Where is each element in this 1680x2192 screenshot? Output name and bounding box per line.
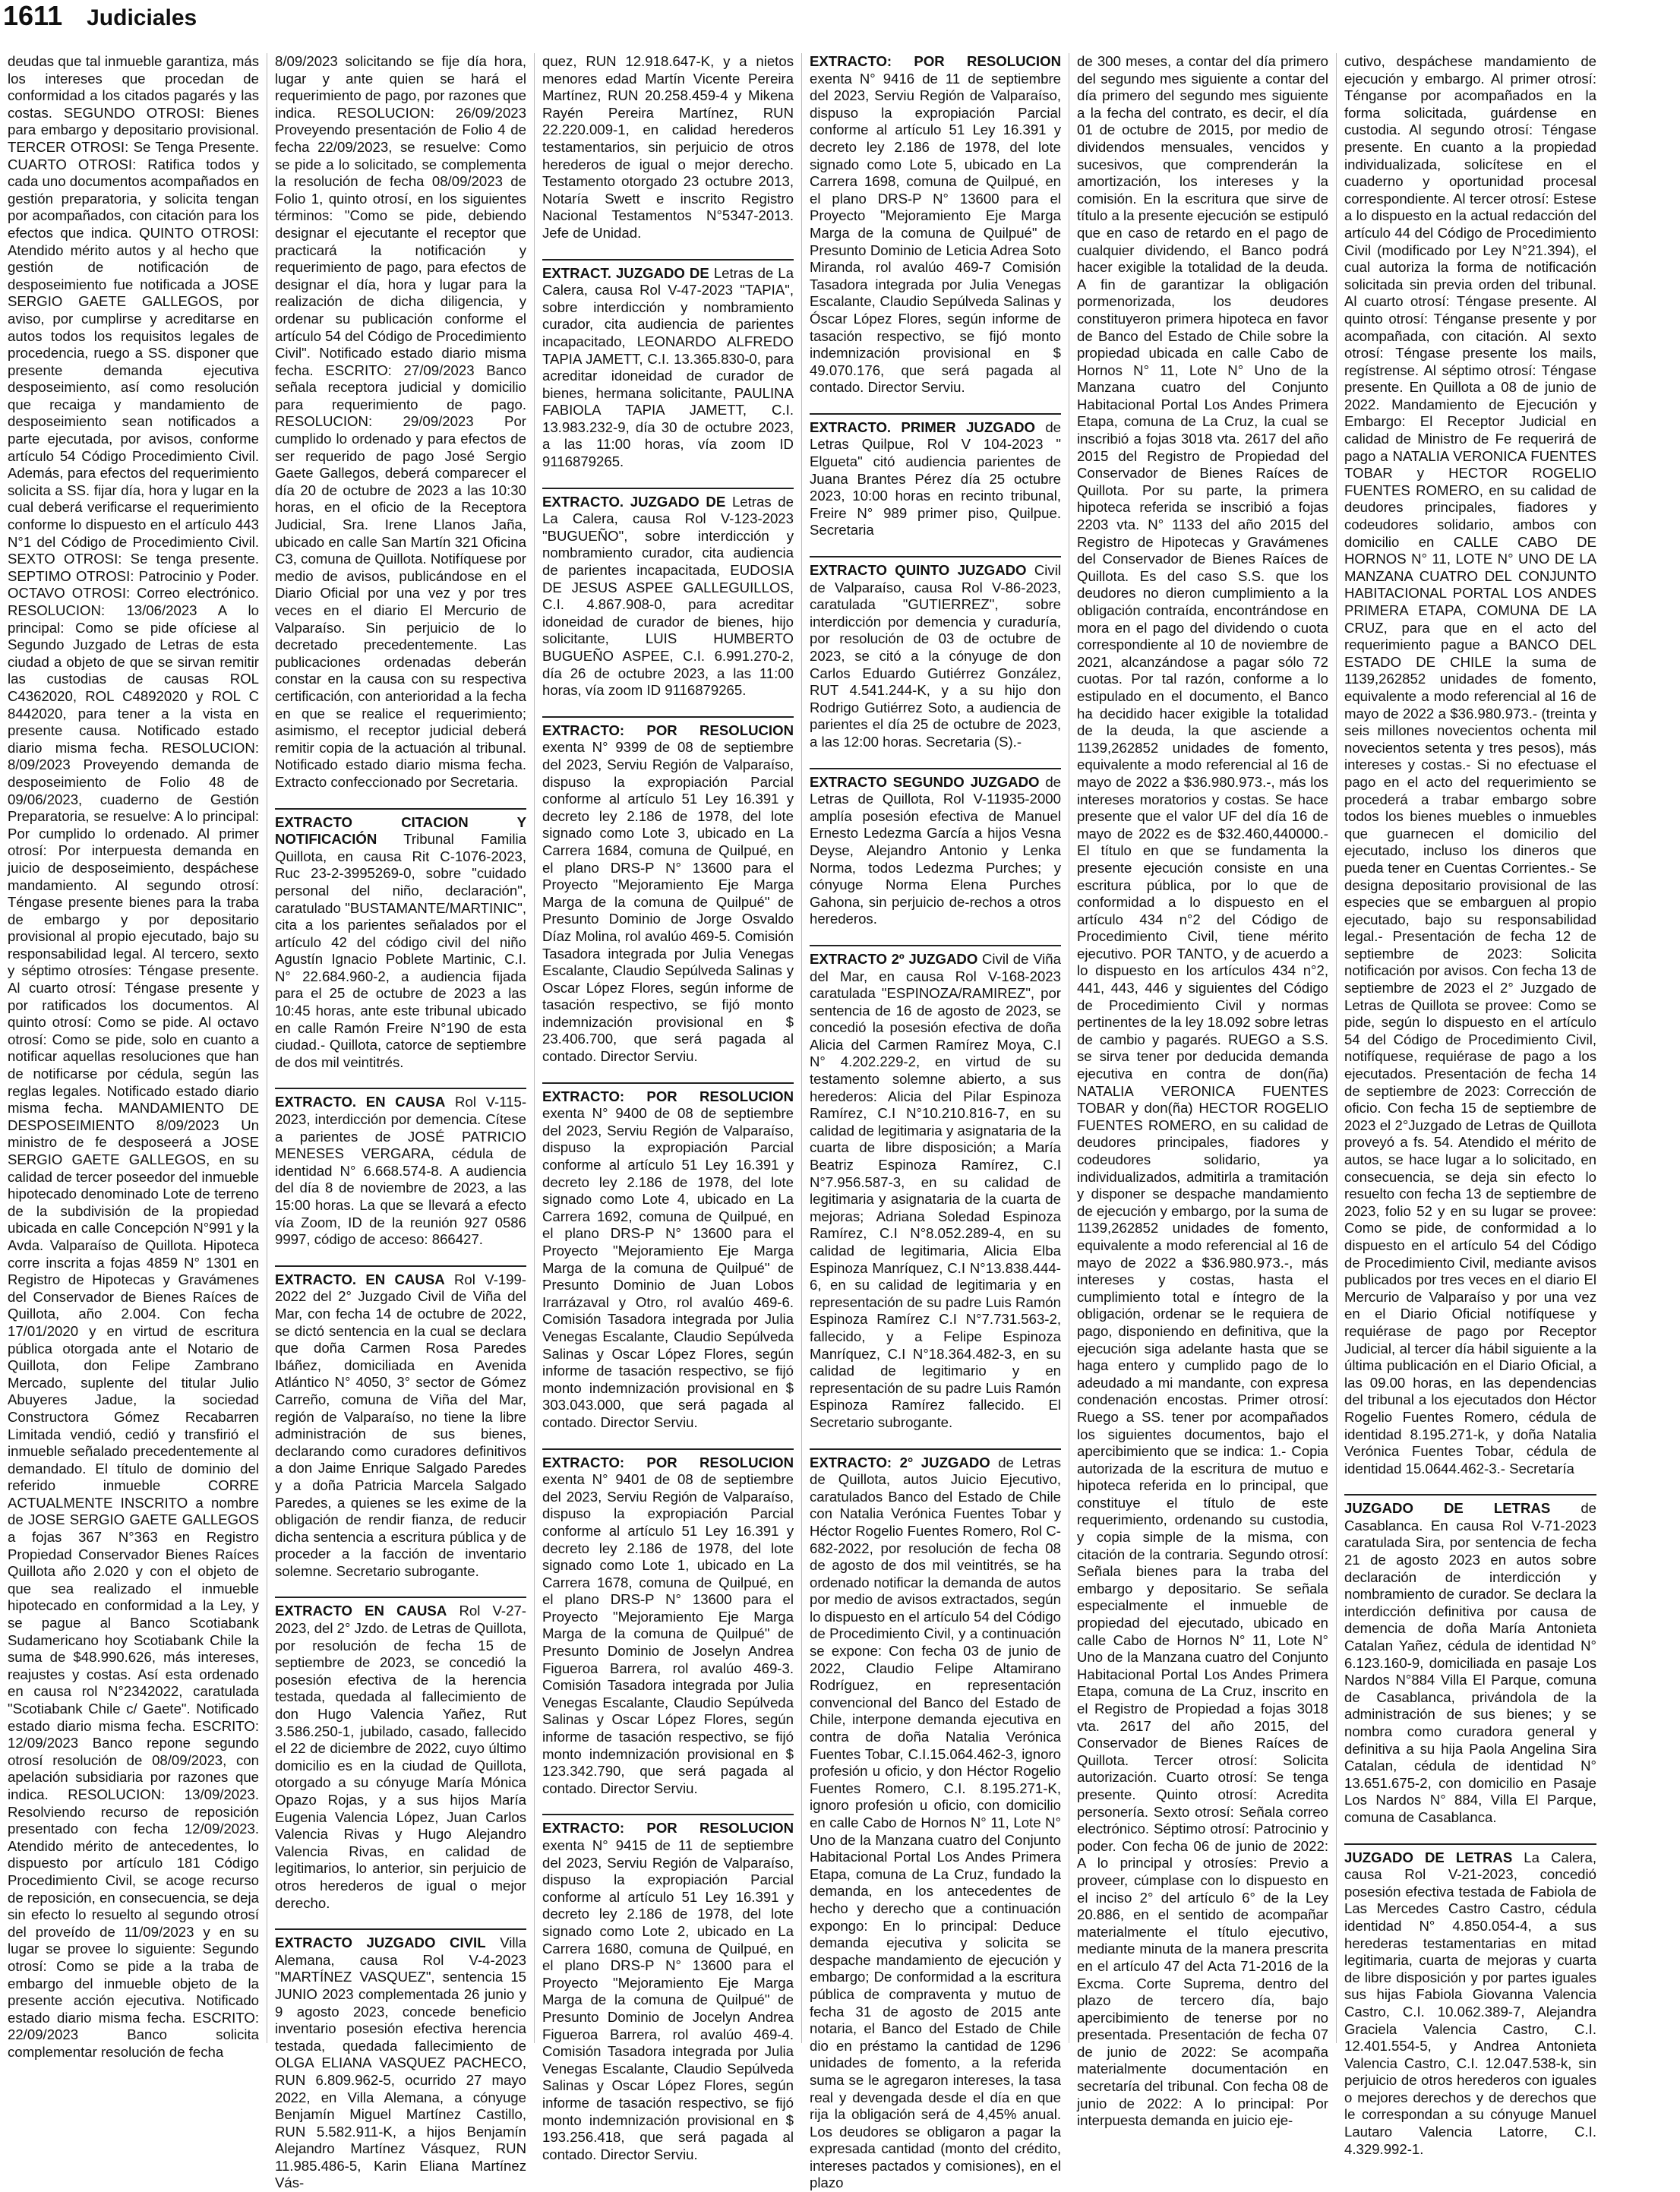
- legal-notice: [542, 1448, 794, 1798]
- column-3: [535, 53, 802, 2162]
- notice-body: La Calera, causa Rol V-21-2023, concedió posesión efectiva testada de Fabiola de Las Mercedes Castro Castro, cédula identidad N° 4.850.054-4, a sus herederas testamentarias en mitad legitimaria, cuarta de mejoras y cuarta de libre disposición y por partes iguales sus hijas Fabiola Giovanna Valencia Castro, C.I. 10.062.389-7, Alejandra Graciela Valencia Castro, C.I. 12.401.554-5, y Andrea Antonieta Valencia Castro, C.I. 12.047.538-k, sin perjuicio de otros herederos con iguales o mejores derechos y de derechos que le correspondan a su cónyuge Manuel Lautaro Valencia Latorre, C.I. 4.329.992-1.: [1344, 1849, 1596, 2157]
- notice-heading: EXTRACTO. EN CAUSA: [275, 1094, 446, 1110]
- notice-text: [1344, 1849, 1596, 2159]
- legal-notice: [275, 808, 526, 1072]
- notice-heading: EXTRACTO. JUZGADO DE: [542, 493, 726, 510]
- notice-text: [542, 1820, 794, 2163]
- notice-body: de Letras de Quillota, autos Juicio Ejecutivo, caratulados Banco del Estado de Chile con Natalia Verónica Fuentes Tobar y Héctor Rogelio Fuentes Romero, Rol C-682-2022, por resolución de fecha 08 de agosto de dos mil veintitrés, se ha ordenado notificar la demanda de autos por medio de avisos extractados, según lo dispuesto en el artículo 54 del Código de Procedimiento Civil, y a continuación se expone: Con fecha 03 de junio de 2022, Claudio Felipe Altamirano Rodríguez, en representación convencional del Banco del Estado de Chile, interpone demanda ejecutiva en contra de doña Natalia Verónica Fuentes Tobar, C.I.15.064.462-3, ignoro profesión u oficio, y don Héctor Rogelio Fuentes Romero, C.I. 8.195.271-K, ignoro profesión u oficio, con domicilio en calle Cabo de Hornos N° 11, Lote N° Uno de la Manzana cuatro del Conjunto Habitacional Portal Los Andes Primera Etapa, comuna de La Cruz, fundado la demanda, en los antecedentes de hecho y derecho que a continuación expongo: En lo principal: Deduce demanda ejecutiva y solicita se despache mandamiento de ejecución y embargo; De conformidad a la escritura pública de compraventa y mutuo de fecha 31 de agosto de 2015 ante notaria, el Banco del Estado de Chile dio en préstamo la cantidad de 1296 unidades de fomento, a la referida suma se le agregaron intereses, la tasa real y devengada desde el día en que rija la obligación será de 4,45% anual. Los deudores se obligaron a pagar la expresada cantidad (monto del crédito, intereses pactados y comisiones), en el plazo: [810, 1454, 1062, 2191]
- legal-notice: [275, 1265, 526, 1581]
- legal-notice: [542, 488, 794, 700]
- notice-text: [810, 1454, 1061, 2192]
- notice-body: exenta N° 9401 de 08 de septiembre del 2023, Serviu Región de Valparaíso, dispuso la expropiación Parcial conforme al artículo 51 Ley 16.391 y decreto ley 2.186 de 1978, del lote signado como Lote 1, ubicado en La Carrera 1678, comuna de Quilpué, en el plano DRS-P N° 13600 para el Proyecto "Mejoramiento Eje Marga Marga de la comuna de Quilpué" de Presunto Dominio de Joselyn Andrea Figueroa Barrera, rol avalúo 469-3. Comisión Tasadora integrada por Julia Venegas Escalante, Claudio Sepúlveda Salinas y Oscar López Flores, según informe de tasación respectivo, se fijó monto indemnización provisional en $ 123.342.790, que será pagada al contado. Director Serviu.: [542, 1471, 794, 1796]
- notice-text: [810, 53, 1061, 396]
- notice-text: [810, 774, 1061, 928]
- notice-body: exenta N° 9415 de 11 de septiembre del 2023, Serviu Región de Valparaíso, dispuso la expropiación Parcial conforme al artículo 51 Ley 16.391 y decreto ley 2.186 de 1978, del lote signado como Lote 2, ubicado en La Carrera 1680, comuna de Quilpué, en el plano DRS-P N° 13600 para el Proyecto "Mejoramiento Eje Marga Marga de la comuna de Quilpué" de Presunto Dominio de Jocelyn Andrea Figueroa Barrera, rol avalúo 469-4. Comisión Tasadora integrada por Julia Venegas Escalante, Claudio Sepúlveda Salinas y Oscar López Flores, según informe de tasación respectivo, se fijó monto indemnización provisional en $ 193.256.418, que será pagada al contado. Director Serviu.: [542, 1837, 794, 2162]
- notice-heading: EXTRACTO SEGUNDO JUZGADO: [810, 773, 1040, 790]
- legal-notice: [810, 556, 1061, 751]
- notice-text: [810, 951, 1061, 1432]
- notice-text: [1077, 53, 1328, 2130]
- notice-heading: EXTRACTO 2º JUZGADO: [810, 950, 978, 967]
- notice-text: [542, 265, 794, 471]
- column-2: [267, 53, 535, 2191]
- notice-text: [542, 53, 794, 242]
- notice-body: 8/09/2023 solicitando se fije día hora, lugar y ante quien se hará el requerimiento de pago, por razones que indica. RESOLUCION: 26/09/2023 Proveyendo presentación de Folio 4 de fecha 22/09/2023, se resuelve: Como se pide a lo solicitado, se complementa la resolución de fecha 08/09/2023 de Folio 1, quinto otrosí, en los siguientes términos: "Como se pide, debiendo designar el ejecutante el receptor que practicará la notificación y requerimiento de pago, para efectos de designar el día, hora y lugar para la realización de dicha diligencia, y ordenar su publicación conforme el artículo 54 del Código de Procedimiento Civil". Notificado estado diario misma fecha. ESCRITO: 27/09/2023 Banco señala receptora judicial y domicilio para requerimiento de pago. RESOLUCION: 29/09/2023 Por cumplido lo ordenado y para efectos de ser requerido de pago José Sergio Gaete Gallegos, deberá comparecer el día 20 de octubre de 2023 a las 10:30 horas, en el oficio de la Receptora Judicial, Sra. Irene Llanos Jaña, ubicado en calle San Martín 321 Oficina C3, comuna de Quillota. Notifíquese por medio de avisos, publicándose en el Diario Oficial por una vez y por tres veces en el diario El Mercurio de Valparaíso. Sin perjuicio de lo decretado precedentemente. Las publicaciones ordenadas deberán constar en la causa con su respectiva certificación, con anterioridad a la fecha en que se realice el requerimiento; asimismo, el receptor judicial deberá remitir copia de la actuación al tribunal. Notificado estado diario misma fecha. Extracto confeccionado por Secretaria.: [275, 53, 526, 790]
- notice-text: [275, 1935, 526, 2192]
- notice-text: [542, 1454, 794, 1798]
- notice-body: de 300 meses, a contar del día primero del segundo mes siguiente a contar del día primero del segundo mes siguiente a la fecha del contrato, es decir, el día 01 de octubre de 2015, por medio de dividendos mensuales, vencidos y sucesivos, que comprenderán la amortización, los intereses y la comisión. En la escritura que sirve de título a la presente ejecución se estipuló que en caso de retardo en el pago de cualquier dividendo, el Banco podrá hacer exigible la totalidad de la deuda. A fin de garantizar la obligación pormenorizada, los deudores constituyeron primera hipoteca en favor de Banco del Estado de Chile sobre la propiedad ubicada en calle Cabo de Hornos N° 11, Lote N° Uno de la Manzana cuatro del Conjunto Habitacional Portal Los Andes Primera Etapa, comuna de La Cruz, la cual se inscribió a fojas 3018 vta. 2617 del año 2015 del Registro de Propiedad del Conservador de Bienes Raíces de Quillota. Por su parte, la primera hipoteca referida se inscribió a fojas 2203 vta. N° 1133 del año 2015 del Registro de Hipotecas y Gravámenes del Conservador de Bienes Raíces de Quillota. Es del caso S.S. que los deudores no dieron cumplimiento a la obligación contraída, encontrándose en mora en el pago del dividendo o cuota correspondiente al 10 de noviembre de 2021, alcanzándose a pagar sólo 72 cuotas. Por tal razón, conforme a lo estipulado en el documento, el Banco ha decidido hacer exigible la totalidad de la deuda, la que asciende a 1139,262852 unidades de fomento, equivalente a modo referencial al 16 de mayo de 2022 a $36.980.973.-, más los intereses moratorios y costas. Se hace presente que el valor UF del día 16 de mayo de 2022 es de $32.460,440000.- El título en que se fundamenta la presente ejecución consiste en una escritura pública, por lo que de conformidad a lo dispuesto en el artículo 434 n°2 del Código de Procedimiento Civil, tiene mérito ejecutivo. POR TANTO, y de acuerdo a lo dispuesto en los artículos 434 n°2, 441, 443, 446 y siguientes del Código de Procedimiento Civil y normas pertinentes de la ley 18.092 sobre letras de cambio y pagarés. RUEGO a S.S. se sirva tener por deducida demanda ejecutiva en contra de don(ña) NATALIA VERONICA FUENTES TOBAR y don(ña) HECTOR ROGELIO FUENTES ROMERO, en su calidad de deudores principales, fiadores y codeudores solidario, ya individualizados, admitirla a tramitación y disponer se despache mandamiento de ejecución y embargo, por la suma de 1139,262852 unidades de fomento, equivalente a modo referencial al 16 de mayo de 2022 a $36.980.973.-, más intereses y costas, hasta el cumplimiento total e íntegro de la obligación, ordenar se le requiera de pago, disponiendo en definitiva, que la ejecución siga adelante hasta que se haga entero y cumplido pago de lo adeudado a mi mandante, con expresa condenación encostas. Primer otrosí: Ruego a SS. tener por acompañados los siguientes documentos, bajo el apercibimiento que se indica: 1.- Copia autorizada de la escritura de mutuo e hipoteca referida en lo principal, que constituye el título de este requerimiento, ordenando su custodia, y copia simple de la misma, con citación de la contraria. Segundo otrosí: Señala bienes para la traba del embargo y depositario. Se señala especialmente el inmueble de propiedad del ejecutado, ubicado en calle Cabo de Hornos N° 11, Lote N° Uno de la Manzana cuatro del Conjunto Habitacional Portal Los Andes Primera Etapa, comuna de La Cruz, inscrito en el Registro de Propiedad a fojas 3018 vta. 2617 del año 2015, del Conservador de Bienes Raíces de Quillota. Tercer otrosí: Solicita autorización. Cuarto otrosí: Se tenga presente. Quinto otrosí: Acredita personería. Sexto otrosí: Señala correo electrónico. Séptimo otrosí: Patrocinio y poder. Con fecha 06 de junio de 2022: A lo principal y otrosíes: Previo a proveer, cúmplase con lo dispuesto en el inciso 2° del artículo 6° de la Ley 20.886, en el sentido de acompañar materialmente el título ejecutivo, mediante minuta de la manera prescrita en el artículo 47 del Acta 71-2016 de la Excma. Corte Suprema, dentro del plazo de tercero día, bajo apercibimiento de tenerse por no presentada. Presentación de fecha 07 de junio de 2022: Se acompaña materialmente documentación en secretaría del tribunal. Con fecha 08 de junio de 2022: A lo principal: Por interpuesta demanda en juicio eje-: [1077, 53, 1328, 2129]
- notice-heading: EXTRACTO CITACION Y NOTIFICACIÓN: [275, 813, 526, 848]
- notice-text: [1344, 53, 1596, 1477]
- notice-body: cutivo, despáchese mandamiento de ejecución y embargo. Al primer otrosí: Ténganse por acompañados en la forma solicitada, guárdense en custodia. Al segundo otrosí: Téngase presente. En cuanto a la propiedad individualizada, solicítese en el cuaderno y oportunidad procesal correspondiente. Al tercer otrosí: Estese a lo dispuesto en la actual redacción del artículo 44 del Código de Procedimiento Civil (modificado por Ley N°21.394), el cual autoriza la forma de notificación solicitada sin previa orden del tribunal. Al cuarto otrosí: Téngase presente. Al quinto otrosí: Ténganse presente y por acompañada, con citación. Al sexto otrosí: Téngase presente los mails, regístrense. Al séptimo otrosí: Téngase presente. En Quillota a 08 de junio de 2022. Mandamiento de Ejecución y Embargo: El Receptor Judicial en calidad de Ministro de Fe requerirá de pago a NATALIA VERONICA FUENTES TOBAR y HECTOR ROGELIO FUENTES ROMERO, en su calidad de deudores principales, fiadores y codeudores solidario, ambos con domicilio en CALLE CABO DE HORNOS N° 11, LOTE N° UNO DE LA MANZANA CUATRO DEL CONJUNTO HABITACIONAL PORTAL LOS ANDES PRIMERA ETAPA, COMUNA DE LA CRUZ, para que en el acto del requerimiento pague a BANCO DEL ESTADO DE CHILE la suma de 1139,262852 unidades de fomento, equivalente a modo referencial al 16 de mayo de 2022 a $36.980.973.- (treinta y seis millones novecientos ochenta mil novecientos setenta y tres pesos), más intereses y costas.- Si no efectuase el pago en el acto del requerimiento se procederá a trabar embargo sobre todos los bienes muebles o inmuebles que guarnecen el domicilio del ejecutado, incluso los dineros que pueda tener en Cuentas Corrientes.- Se designa depositario provisional de las especies que se embarguen al propio ejecutado, bajo su responsabilidad legal.- Presentación de fecha 12 de septiembre de 2023: Solicita notificación por avisos. Con fecha 13 de septiembre de 2023 el 2° Juzgado de Letras de Quillota se provee: Como se pide, según lo dispuesto en el artículo 54 del Código de Procedimiento Civil, notifíquese, requiérase de pago a los ejecutados. Presentación de fecha 14 de septiembre de 2023: Corrección de oficio. Con fecha 15 de septiembre de 2023 el 2°Juzgado de Letras de Quillota proveyó a fs. 54. Atendido el mérito de autos, se hace lugar a lo solicitado, en consecuencia, se deja sin efecto lo resuelto con fecha 13 de septiembre de 2023, folio 52 y en su lugar se provee: Como se pide, de conformidad a lo dispuesto en el artículo 54 del Código de Procedimiento Civil, mediante avisos publicados por tres veces en el diario El Mercurio de Valparaíso y por una vez en el Diario Oficial notifíquese y requiérase de pago por Receptor Judicial, al tercer día hábil siguiente a la última publicación en el Diario Oficial, a las 09.00 horas, en las dependencias del tribunal a los ejecutados don Héctor Rogelio Fuentes Romero, cédula de identidad 8.195.271-k, y doña Natalia Verónica Fuentes Tobar, cédula de identidad 15.0644.462-3.- Secretaría: [1344, 53, 1596, 1477]
- notice-body: exenta N° 9400 de 08 de septiembre del 2023, Serviu Región de Valparaíso, dispuso la expropiación Parcial conforme al artículo 51 Ley 16.391 y decreto ley 2.186 de 1978, del lote signado como Lote 4, ubicado en La Carrera 1692, comuna de Quilpué, en el plano DRS-P N° 13600 para el Proyecto "Mejoramiento Eje Marga Marga de la comuna de Quilpué" de Presunto Dominio de Juan Lobos Irarrázaval y Otro, rol avalúo 469-6. Comisión Tasadora integrada por Julia Venegas Escalante, Claudio Sepúlveda Salinas y Oscar López Flores, según informe de tasación respectivo, se fijó monto indemnización provisional en $ 303.043.000, que será pagada al contado. Director Serviu.: [542, 1105, 794, 1430]
- notice-heading: EXTRACTO EN CAUSA: [275, 1603, 447, 1619]
- legal-notice: [1344, 1843, 1596, 2159]
- notice-body: Rol V-115-2023, interdicción por demencia. Cítese a parientes de JOSÉ PATRICIO MENESES VERGARA, cédula de identidad N° 6.668.574-8. A audiencia del día 8 de noviembre de 2023, a las 15:00 horas. La que se llevará a efecto vía Zoom, ID de la reunión 927 0586 9997, código de acceso: 866427.: [275, 1094, 527, 1248]
- notice-heading: EXTRACTO. PRIMER JUZGADO: [810, 419, 1035, 435]
- notice-body: exenta N° 9416 de 11 de septiembre del 2023, Serviu Región de Valparaíso, dispuso la expropiación Parcial conforme al artículo 51 Ley 16.391 y decreto ley 2.186 de 1978, del lote signado como Lote 5, ubicado en La Carrera 1698, comuna de Quilpué, en el plano DRS-P N° 13600 para el Proyecto "Mejoramiento Eje Marga Marga de la comuna de Quilpué" de Presunto Dominio de Leticia Adrea Soto Miranda, rol avalúo 469-7 Comisión Tasadora integrada por Julia Venegas Escalante, Claudio Sepúlveda Salinas y Óscar López Flores, según informe de tasación respectivo, se fijó monto indemnización provisional en $ 49.070.176, que será pagada al contado. Director Serviu.: [810, 70, 1061, 396]
- text-columns: [0, 53, 1680, 2191]
- legal-notice: [275, 53, 526, 791]
- notice-text: [542, 494, 794, 700]
- legal-notice: [810, 945, 1061, 1432]
- notice-text: [1344, 1500, 1596, 1826]
- notice-heading: EXTRACTO: POR RESOLUCION: [542, 722, 794, 738]
- notice-heading: EXTRACTO. EN CAUSA: [275, 1271, 445, 1287]
- legal-notice: [810, 413, 1061, 539]
- notice-heading: EXTRACTO JUZGADO CIVIL: [275, 1935, 486, 1951]
- notice-body: de Letras de Quillota, Rol V-11935-2000 amplía posesión efectiva de Manuel Ernesto Ledezma García a hijos Vesna Deyse, Alejandro Antonio y Lenka Norma, todos Ledezma Purches; y cónyuge Norma Elena Purches Gahona, sin perjuicio de-rechos a otros herederos.: [810, 773, 1061, 927]
- notice-body: de Casablanca. En causa Rol V-71-2023 caratulada Sira, por sentencia de fecha 21 de agosto 2023 en autos sobre declaración de interdicción y nombramiento de curador. Se declara la interdicción definitiva por causa de demencia de doña María Antonieta Catalan Yañez, cédula de identidad N° 6.123.160-9, domiciliada en pasaje Los Nardos N°884 Villa El Parque, comuna de Casablanca, privándola de la administración de sus bienes; y se nombra como curadora general y definitiva a su hija Paola Angelina Sira Catalan, cédula de identidad N° 13.651.675-2, con domicilio en Pasaje Los Nardos N° 884, Villa El Parque, comuna de Casablanca.: [1344, 1500, 1596, 1825]
- notice-text: [275, 1271, 526, 1581]
- legal-notice: [542, 1814, 794, 2163]
- notice-text: [275, 1094, 526, 1248]
- legal-notice: [1077, 53, 1328, 2130]
- notice-body: Rol V-199- 2022 del 2° Juzgado Civil de Viña del Mar, con fecha 14 de octubre de 2022, se dictó sentencia en la cual se declara que doña Carmen Rosa Paredes Ibáñez, domiciliada en Avenida Atlántico N° 4050, 3° sector de Gómez Carreño, comuna de Viña del Mar, región de Valparaíso, no tiene la libre administración de sus bienes, declarando como curadores definitivos a don Jaime Enrique Salgado Paredes y a doña Patricia Marcela Salgado Paredes, a quienes se les exime de la obligación de rendir fianza, de reducir dicha sentencia a escritura pública y de proceder a la facción de inventario solemne. Secretario subrogante.: [275, 1271, 526, 1579]
- legal-notice: [1344, 1494, 1596, 1826]
- notice-heading: EXTRACTO: POR RESOLUCION: [542, 1454, 794, 1470]
- notice-body: Rol V-27-2023, del 2° Jzdo. de Letras de Quillota, por resolución de fecha 15 de septiembre de 2023, se concedió la posesión efectiva de la herencia testada, quedada al fallecimiento de don Hugo Valencia Yañez, Rut 3.586.250-1, jubilado, casado, fallecido el 22 de diciembre de 2022, cuyo último domicilio es en la ciudad de Quillota, otorgado a su cónyuge María Mónica Opazo Rojas, y a sus hijos María Eugenia Valencia López, Juan Carlos Valencia Rivas y Hugo Alejandro Valencia Rivas, en calidad de legitimarios, lo anterior, sin perjuicio de otros herederos de igual o mejor derecho.: [275, 1603, 526, 1911]
- notice-body: quez, RUN 12.918.647-K, y a nietos menores edad Martín Vicente Pereira Martínez, RUN 20.258.459-4 y Mikena Rayén Pereira Martínez, RUN 22.220.009-1, en calidad herederos testamentarios, sin perjuicio de otros herederos de igual o mejor derecho. Testamento otorgado 23 octubre 2013, Notaría Swett e inscrito Registro Nacional Testamentos N°5347-2013. Jefe de Unidad.: [542, 53, 794, 241]
- notice-body: Civil de Valparaíso, causa Rol V-86-2023, caratulada "GUTIERREZ", sobre interdicción por demencia y curaduría, por resolución de 03 de octubre de 2023, se citó a la cónyuge de don Carlos Eduardo Gutiérrez González, RUT 4.541.244-K, y a su hijo don Rodrigo Gutiérrez Soto, a audiencia de parientes el día 25 de octubre de 2023, a las 12:00 horas. Secretaria (S).-: [810, 562, 1061, 750]
- notice-body: Letras de La Calera, causa Rol V-47-2023 "TAPIA", sobre interdicción y nombramiento curador, cita audiencia de parientes incapacitado, LEONARDO ALFREDO TAPIA JAMETT, C.I. 13.365.830-0, para acreditar idoneidad de curador de bienes, hermana solicitante, PAULINA FABIOLA TAPIA JAMETT, C.I. 13.983.232-9, día 30 de octubre 2023, a las 11:00 horas, vía zoom ID 9116879265.: [542, 264, 794, 470]
- section-title: Judiciales: [87, 5, 197, 30]
- notice-text: [810, 419, 1061, 539]
- notice-body: Tribunal Familia Quillota, en causa Rit C-1076-2023, Ruc 23-2-3995269-0, sobre "cuidado personal del niño, declaración", caratulado "BUSTAMANTE/MARTINIC", cita a los parientes señalados por el artículo 42 del código civil del niño Agustín Ignacio Poblete Martinic, C.I. N° 22.684.960-2, a audiencia fijada para el 25 de octubre de 2023 a las 10:45 horas, ante este tribunal ubicado en calle Ramón Freire N°190 de esta ciudad.- Quillota, catorce de septiembre de dos mil veintitrés.: [275, 831, 526, 1070]
- notice-heading: EXTRACT. JUZGADO DE: [542, 264, 709, 281]
- notice-text: [275, 814, 526, 1072]
- column-1: [0, 53, 267, 2060]
- notice-heading: EXTRACTO: POR RESOLUCION: [542, 1820, 794, 1837]
- notice-body: Letras de La Calera, causa Rol V-123-2023 "BUGUEÑO", sobre interdicción y nombramiento curador, cita audiencia de parientes incapacitada, EUDOSIA DE JESUS ASPEE GALLEGUILLOS, C.I. 4.867.908-0, para acreditar idoneidad de curador de bienes, hijo solicitante, LUIS HUMBERTO BUGUEÑO ASPEE, C.I. 6.991.270-2, día 26 de octubre 2023, a las 11:00 horas, vía zoom ID 9116879265.: [542, 493, 794, 699]
- notice-text: [542, 722, 794, 1066]
- legal-notice: [275, 1597, 526, 1912]
- notice-text: [275, 53, 526, 791]
- notice-text: [275, 1603, 526, 1912]
- legal-notice: [542, 53, 794, 242]
- notice-heading: EXTRACTO: 2° JUZGADO: [810, 1454, 990, 1470]
- legal-notice: [542, 1082, 794, 1432]
- legal-notice: [542, 259, 794, 471]
- notice-body: Civil de Viña del Mar, en causa Rol V-168-2023 caratulada "ESPINOZA/RAMIREZ", por sentencia de 16 de agosto de 2023, se concedió la posesión efectiva de doña Alicia del Carmen Ramírez Moya, C.I N° 4.202.229-2, en virtud de su testamento solemne abierto, a sus herederos: Alicia del Pilar Espinoza Ramírez, C.I N°10.210.816-7, en su calidad de legitimaria y asignataria de la cuarta de libre disposición; a María Beatriz Espinoza Ramírez, C.I N°7.956.587-3, en su calidad de legitimaria y asignataria de la cuarta de mejoras; Adriana Soledad Espinoza Ramírez, C.I N°8.052.289-4, en su calidad de legitimaria, Alicia Elba Espinoza Manríquez, C.I N°13.838.444-6, en su calidad de legitimaria y en representación de su padre Luis Ramón Espinoza Ramírez C.I N°7.731.563-2, fallecido, y a Felipe Espinoza Manríquez, C.I N°18.364.482-3, en su calidad de legitimario y en representación de su padre Luis Ramón Espinoza Ramírez fallecido. El Secretario subrogante.: [810, 950, 1061, 1430]
- notice-heading: JUZGADO DE LETRAS: [1344, 1849, 1513, 1865]
- legal-notice: [810, 53, 1061, 396]
- notice-heading: EXTRACTO QUINTO JUZGADO: [810, 562, 1027, 579]
- notice-body: deudas que tal inmueble garantiza, más los intereses que procedan de conformidad a los citados pagarés y las costas. SEGUNDO OTROSI: Bienes para embargo y depositario provisional. TERCER OTROSI: Se Tenga Presente. CUARTO OTROSI: Ratifica todos y cada uno documentos acompañados en gestión preparatoria, y solicita tengan por acompañados, con citación para los efectos que indica. QUINTO OTROSI: Atendido mérito autos y al hecho que gestión de notificación de desposeimiento fue notificada a JOSE SERGIO GAETE GALLEGOS, por aviso, por cumplirse y acreditarse en autos todos los requisitos legales de procedencia, ruego a SS. disponer que presente demanda ejecutiva desposeimiento, así como resolución que recaiga y mandamiento de desposeimiento sean notificados a parte ejecutada, por avisos, conforme artículo 54 Código Procedimiento Civil. Además, para efectos del requerimiento solicita a SS. fijar día, hora y lugar en la cual deberá verificarse el requerimiento conforme lo dispuesto en el artículo 443 N°1 del Código de Procedimiento Civil. SEXTO OTROSI: Se tenga presente. SEPTIMO OTROSI: Patrocinio y Poder. OCTAVO OTROSI: Correo electrónico. RESOLUCION: 13/06/2023 A lo principal: Como se pide ofíciese al Segundo Juzgado de Letras de esta ciudad a objeto de que se sirvan remitir las custodias de causas ROL C4362020, ROL C4892020 y ROL C 8442020, para tener a la vista en presente causa. Notificado estado diario misma fecha. RESOLUCION: 8/09/2023 Proveyendo demanda de desposeimiento de Folio 48 de 09/06/2023, cuaderno de Gestión Preparatoria, se resuelve: A lo principal: Por cumplido lo ordenado. Al primer otrosí: Por interpuesta demanda en juicio de desposeimiento, despáchese mandamiento. Al segundo otrosí: Téngase presente bienes para la traba de embargo y por depositario provisional al propio ejecutado, bajo su responsabilidad legal. Al tercero, sexto y séptimo otrosíes: Téngase presente. Al cuarto otrosí: Téngase presente y por ratificados los documentos. Al quinto otrosí: Como se pide. Al octavo otrosí: Como se pide, solo en cuanto a notificar aquellas resoluciones que han de notificarse por cédula, según las reglas legales. Notificado estado diario misma fecha. MANDAMIENTO DE DESPOSEIMIENTO 8/09/2023 Un ministro de fe desposeerá a JOSE SERGIO GAETE GALLEGOS, en su calidad de tercer poseedor del inmueble hipotecado denominado Lote de terreno de la subdivisión de la propiedad ubicada en calle Concepción N°991 y la Avda. Valparaíso de Quillota. Hipoteca corre inscrita a fojas 4859 N° 1301 en Registro de Hipotecas y Gravámenes del Conservador de Bienes Raíces de Quillota, año 2.004. Con fecha 17/01/2020 y en virtud de escritura pública otorgada ante el Notario de Quillota, don Felipe Zambrano Mercado, suplente del titular Julio Abuyeres Jadue, la sociedad Constructora Gómez Recabarren Limitada vendió, cedió y transfirió el inmueble señalado precedentemente al demandado. El título de dominio del referido inmueble CORRE ACTUALMENTE INSCRITO a nombre de JOSE SERGIO GAETE GALLEGOS a fojas 367 N°363 en Registro Propiedad Conservador Bienes Raíces Quillota año 2.020 y con el objeto de que sea realizado el inmueble hipotecado en conformidad a la Ley, y se pague al Banco Scotiabank Sudamericano hoy Scotiabank Chile la suma de $48.990.626, más intereses, reajustes y costas. Así esta ordenado en causa rol N°2342022, caratulada "Scotiabank Chile c/ Gaete". Notificado estado diario misma fecha. ESCRITO: 12/09/2023 Banco repone segundo otrosí resolución de 08/09/2023, con apelación subsidiaria por razones que indica. RESOLUCION: 13/09/2023. Resolviendo recurso de reposición presentado con fecha 12/09/2023. Atendido mérito de antecedentes, lo dispuesto por artículo 181 Código Procedimiento Civil, se acoge recurso de reposición, en consecuencia, se deja sin efecto lo resuelto al segundo otrosí del proveído de 11/09/2023 y en su lugar se provee lo siguiente: Segundo otrosí: Como se pide a la traba de embargo del inmueble objeto de la presente acción ejecutiva. Notificado estado diario misma fecha. ESCRITO: 22/09/2023 Banco solicita complementar resolución de fecha: [8, 53, 259, 2060]
- notice-heading: EXTRACTO: POR RESOLUCION: [542, 1088, 794, 1104]
- notice-heading: JUZGADO DE LETRAS: [1344, 1500, 1551, 1517]
- legal-notice: [810, 768, 1061, 928]
- column-6: [1337, 53, 1604, 2157]
- page-number: 1611: [3, 0, 63, 31]
- column-5: [1069, 53, 1337, 2129]
- notice-body: de Letras Quilpue, Rol V 104-2023 " Elgueta" citó audiencia parientes de Juana Brantes Pérez día 25 octubre 2023, 10:00 horas en recinto tribunal, Freire N° 989 primer piso, Quilpue. Secretaria: [810, 419, 1061, 539]
- notice-text: [810, 562, 1061, 751]
- legal-notice: [810, 1448, 1061, 2192]
- notice-text: [542, 1088, 794, 1432]
- legal-notice: [8, 53, 259, 2061]
- notice-body: Villa Alemana, causa Rol V-4-2023 "MARTÍNEZ VASQUEZ", sentencia 15 JUNIO 2023 complementada 26 junio y 9 agosto 2023, concede beneficio inventario posesión efectiva herencia testada, quedada fallecimiento de OLGA ELIANA VASQUEZ PACHECO, RUN 6.809.962-5, ocurrido 27 mayo 2022, en Villa Alemana, a cónyuge Benjamín Miguel Martínez Castillo, RUN 5.582.911-K, a hijos Benjamín Alejandro Martínez Vásquez, RUN 11.985.486-5, Karin Eliana Martínez Vás-: [275, 1935, 526, 2191]
- column-4: [802, 53, 1069, 2191]
- notice-text: [8, 53, 259, 2061]
- page-header: [0, 0, 276, 46]
- notice-heading: EXTRACTO: POR RESOLUCION: [810, 53, 1061, 69]
- legal-notice: [275, 1928, 526, 2192]
- notice-body: exenta N° 9399 de 08 de septiembre del 2023, Serviu Región de Valparaíso, dispuso la expropiación Parcial conforme al artículo 51 Ley 16.391 y decreto ley 2.186 de 1978, del lote signado como Lote 3, ubicado en La Carrera 1684, comuna de Quilpué, en el plano DRS-P N° 13600 para el Proyecto "Mejoramiento Eje Marga Marga de la comuna de Quilpué" de Presunto Dominio de Jorge Osvaldo Díaz Molina, rol avalúo 469-5. Comisión Tasadora integrada por Julia Venegas Escalante, Claudio Sepúlveda Salinas y Oscar López Flores, según informe de tasación respectivo, se fijó monto indemnización provisional en $ 23.406.700, que será pagada al contado. Director Serviu.: [542, 739, 794, 1065]
- legal-notice: [1344, 53, 1596, 1477]
- legal-notice: [275, 1088, 526, 1248]
- legal-notice: [542, 716, 794, 1066]
